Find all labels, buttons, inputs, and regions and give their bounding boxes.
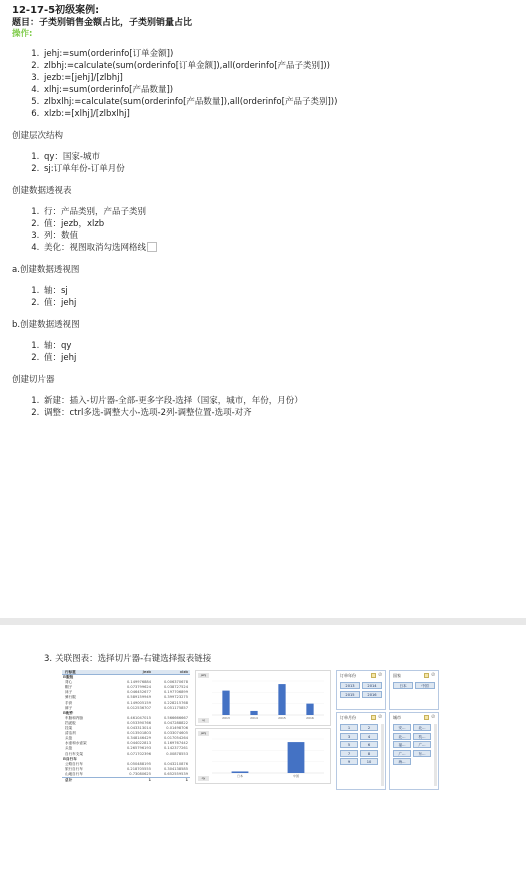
section-heading: b.创建数据透视图: [12, 320, 80, 330]
list-item: 2. 值：jehj: [42, 352, 526, 364]
pivot-cell: ⊟服装: [63, 675, 74, 680]
x-tick-label: 2014: [250, 716, 258, 720]
pivot-cell: 0.142377261: [163, 746, 188, 751]
chart-country[interactable]: [195, 728, 331, 784]
slicer-item[interactable]: 5: [340, 741, 358, 748]
subject-line: 题目：子类别销售金额占比，子类别销量占比: [12, 18, 193, 28]
slicer-city[interactable]: [389, 712, 439, 790]
pivot-cell: 0.073799624: [126, 685, 151, 690]
checkbox-icon[interactable]: [147, 242, 157, 252]
slicer-country[interactable]: [389, 670, 439, 710]
pivot-body: [62, 675, 190, 782]
pivot-cell: 0.01498706: [166, 726, 188, 731]
multiselect-icon[interactable]: [371, 715, 376, 720]
list-item: 1. 轴：qy: [42, 340, 526, 352]
pivot-cell: 裤子: [65, 705, 73, 710]
list-item: 3. jezb:=[jehj]/[zlbhj]: [42, 72, 526, 84]
clear-filter-icon[interactable]: ⊘: [378, 714, 383, 720]
field-button[interactable]: jehj: [198, 673, 209, 678]
chart-b-list: [12, 340, 526, 364]
pivot-cell: 0.006370678: [163, 680, 188, 685]
slicer-item[interactable]: 福...: [393, 741, 411, 748]
field-button[interactable]: sj: [198, 718, 209, 723]
x-tick-label: 2016: [306, 716, 314, 720]
section3-heading: [44, 653, 211, 665]
pivot-cell: 0.044022813: [126, 741, 151, 746]
pivot-cell: 0.228215768: [163, 700, 188, 705]
bar[interactable]: [288, 742, 305, 773]
pivot-header-cell: xlzb: [179, 670, 188, 674]
scrollbar[interactable]: [434, 724, 437, 786]
bar-chart-year: [196, 671, 330, 725]
list-item: 1. 行：产品类别，产品子类别: [42, 206, 526, 218]
pivot-cell: 0.053390766: [126, 720, 151, 725]
pivot-cell: 0.218705555: [126, 766, 151, 771]
slicer-header: [337, 671, 385, 680]
slicer-item[interactable]: 北...: [393, 733, 411, 740]
pivot-cell: 0.461047015: [126, 715, 151, 720]
pivot-cell: 车胎和内胎: [65, 715, 83, 720]
slicer-item[interactable]: 中国: [415, 682, 435, 689]
slicer-item[interactable]: 2013: [340, 682, 360, 689]
pivot-cell: 自行车支架: [65, 751, 83, 756]
pivot-cell: 0.589159949: [126, 695, 151, 700]
list-item: [42, 242, 526, 254]
pivot-cell: 0.012536707: [126, 705, 151, 710]
pivot-cell: 0.304138585: [163, 766, 188, 771]
multiselect-icon[interactable]: [424, 673, 429, 678]
pivot-cell: 0.00878553: [166, 751, 188, 756]
slicer-item[interactable]: 安...: [393, 724, 411, 731]
field-button[interactable]: jehj: [198, 731, 209, 736]
slicer-item[interactable]: 10: [360, 758, 378, 765]
page-title: 12-17-5初级案例:: [12, 5, 100, 16]
pivot-cell: 0.197706899: [163, 690, 188, 695]
pivot-cell: 0.169767442: [163, 741, 188, 746]
slicer-list: [12, 395, 526, 419]
list-item: 3. 列：数值: [42, 230, 526, 242]
pivot-cell: 0.043313014: [126, 726, 151, 731]
pivot-cell: 水壶和水壶架: [65, 741, 87, 746]
pivot-table: [62, 670, 190, 782]
table-row: [62, 772, 190, 777]
slicer-item[interactable]: 3: [340, 733, 358, 740]
clear-filter-icon[interactable]: ⊘: [431, 672, 436, 678]
pivot-cell: 0.566666667: [163, 715, 188, 720]
slicer-header: [390, 671, 438, 680]
list-item: 2. zlbhj:=calculate(sum(orderinfo[订单金额]),all(orderinfo[产品子类别])): [42, 60, 526, 72]
pivot-cell: 0.399723275: [163, 695, 188, 700]
slicer-item[interactable]: 2015: [340, 691, 360, 698]
pivot-cell: 0.046452677: [126, 690, 151, 695]
list-item: 2. 值：jehj: [42, 297, 526, 309]
list-item: 1. qy：国家-城市: [42, 151, 526, 163]
x-tick-label: 2013: [222, 716, 230, 720]
slicer-item[interactable]: 东...: [413, 750, 431, 757]
pivot-cell: 挂架: [65, 726, 73, 731]
slicer-item[interactable]: 日本: [393, 682, 413, 689]
formula-list: [12, 48, 526, 120]
section-heading: 创建切片器: [12, 375, 55, 385]
slicer-header: [390, 713, 438, 722]
clear-filter-icon[interactable]: ⊘: [378, 672, 383, 678]
pivot-cell: 0.149005159: [126, 700, 151, 705]
slicer-item[interactable]: 8: [360, 750, 378, 757]
pivot-cell: 0.071702396: [126, 751, 151, 756]
scrollbar[interactable]: [381, 724, 384, 786]
slicer-header: [337, 713, 385, 722]
pivot-header-cell: jezb: [142, 670, 151, 674]
list-item: 1. 轴：sj: [42, 285, 526, 297]
slicer-item[interactable]: 7: [340, 750, 358, 757]
pivot-cell: 0.149976884: [126, 680, 151, 685]
slicer-item[interactable]: 1: [340, 724, 358, 731]
list-item: 1. 新建：插入-切片器-全部-更多字段-选择（国家，城市，年份，月份）: [42, 395, 526, 407]
list-item: 5. zlbxlhj:=calculate(sum(orderinfo[产品数量]),all(orderinfo[产品子类别])): [42, 96, 526, 108]
list-item: 6. xlzb:=[xlhj]/[zlbxlhj]: [42, 108, 526, 120]
clear-filter-icon[interactable]: ⊘: [431, 714, 436, 720]
chart-a-list: [12, 285, 526, 309]
ops-label: 操作:: [12, 29, 33, 39]
pivot-cell: 0.013501803: [126, 731, 151, 736]
pivot-cell: 0.038727524: [163, 685, 188, 690]
multiselect-icon[interactable]: [424, 715, 429, 720]
bar[interactable]: [250, 711, 257, 715]
field-button[interactable]: qy: [198, 776, 209, 781]
slicer-item[interactable]: 北...: [413, 724, 431, 731]
slicer-year[interactable]: [336, 670, 386, 710]
bar-chart-country: [196, 729, 330, 783]
pivot-cell: 背心: [65, 680, 73, 685]
pivot-cell: 0.348146429: [126, 736, 151, 741]
pivot-cell: 手套: [65, 700, 73, 705]
pivot-cell: 0.033074605: [163, 731, 188, 736]
pivot-cell: 0.047288822: [163, 720, 188, 725]
slicer-item[interactable]: 9: [340, 758, 358, 765]
slicer-title: 订单年份: [340, 673, 356, 678]
slicer-title: 城市: [393, 715, 401, 720]
pivot-cell: 总计: [65, 777, 73, 782]
pivot-cell: 帽子: [65, 685, 73, 690]
pivot-cell: ⊟自行车: [63, 756, 77, 761]
list-item: 1. jehj:=sum(orderinfo[订单金额]): [42, 48, 526, 60]
slicer-item[interactable]: 4: [360, 733, 378, 740]
pivot-cell: 公路自行车: [65, 761, 83, 766]
slicer-item[interactable]: 2014: [362, 682, 382, 689]
section3-text: 关联图表：选择切片器-右键选择报表链接: [55, 654, 212, 664]
slicer-item[interactable]: 6: [360, 741, 378, 748]
slicer-title: 国家: [393, 673, 401, 678]
pivot-cell: 1: [185, 777, 188, 782]
pivot-cell: 1: [148, 777, 151, 782]
section3-number: 3.: [44, 654, 53, 664]
slicer-title: 订单月份: [340, 715, 356, 720]
section-heading: 创建数据透视表: [12, 186, 72, 196]
pivot-cell: 0.652559539: [163, 771, 188, 776]
x-tick-label: 中国: [292, 774, 300, 778]
list-item: 4. xlhj:=sum(orderinfo[产品数量]): [42, 84, 526, 96]
pivot-list: [12, 206, 526, 254]
slicer-item[interactable]: 广...: [413, 741, 431, 748]
x-tick-label: 2015: [278, 716, 286, 720]
pivot-cell: 0.050488195: [126, 761, 151, 766]
pivot-cell: 头盔: [65, 746, 73, 751]
pivot-cell: 旅行自行车: [65, 766, 83, 771]
pivot-cell: 0.017054264: [163, 736, 188, 741]
pivot-cell: 0.265796193: [126, 746, 151, 751]
pivot-header-cell: 行标签: [65, 670, 76, 674]
slicer-item[interactable]: 海...: [393, 758, 411, 765]
slicer-month[interactable]: [336, 712, 386, 790]
slicer-item[interactable]: 2: [360, 724, 378, 731]
list-item: 2. 调整：ctrl多选-调整大小-选项-2列-调整位置-选项-对齐: [42, 407, 526, 419]
pivot-cell: 0.043210876: [163, 761, 188, 766]
list-item-text: 美化：视图取消勾选网格线: [44, 243, 147, 253]
slicer-item[interactable]: 2016: [362, 691, 382, 698]
chart-year[interactable]: [195, 670, 331, 726]
pivot-cell: 头盔: [65, 736, 73, 741]
pivot-cell: 山地自行车: [65, 771, 83, 776]
pivot-cell: 挡泥板: [65, 720, 76, 725]
pivot-total-row: [62, 777, 190, 782]
list-item: 2. 值：jezb，xlzb: [42, 218, 526, 230]
multiselect-icon[interactable]: [371, 673, 376, 678]
slicer-item[interactable]: 杭...: [413, 733, 431, 740]
section-heading: 创建层次结构: [12, 131, 64, 141]
bar[interactable]: [232, 771, 249, 773]
section-heading: a.创建数据透视图: [12, 265, 80, 275]
pivot-cell: 0.73080625: [129, 771, 151, 776]
pivot-cell: ⊟配件: [63, 710, 74, 715]
pivot-cell: 骑行服: [65, 695, 76, 700]
page-separator: [0, 618, 526, 625]
x-tick-label: 日本: [236, 774, 244, 778]
pivot-cell: 袜子: [65, 690, 73, 695]
pivot-cell: 0.051175857: [163, 705, 188, 710]
list-item: 2. sj:订单年份-订单月份: [42, 163, 526, 175]
slicer-item[interactable]: 广...: [393, 750, 411, 757]
bar[interactable]: [278, 684, 285, 715]
pivot-cell: 清洁剂: [65, 731, 76, 736]
bar[interactable]: [222, 691, 229, 715]
embedded-screenshot: [62, 668, 444, 830]
hierarchy-list: [12, 151, 526, 175]
bar[interactable]: [306, 704, 313, 715]
